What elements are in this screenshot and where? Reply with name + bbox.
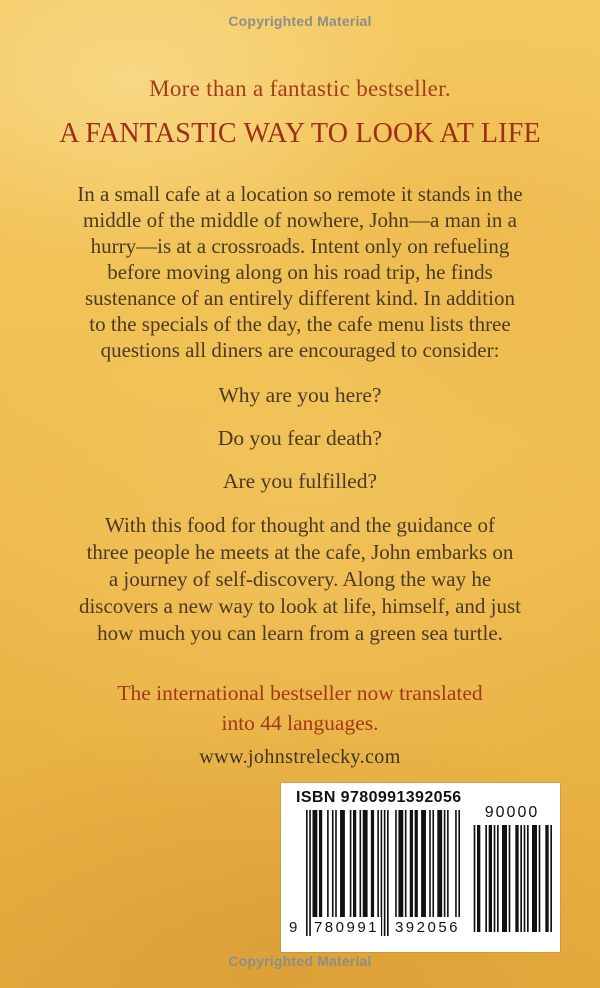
synopsis-line: middle of the middle of nowhere, John—a man in a <box>83 208 517 232</box>
isbn-barcode-panel <box>281 783 560 952</box>
isbn-number-label: ISBN 9780991392056 <box>296 789 462 806</box>
synopsis-line: discovers a new way to look at life, himself, and just <box>78 594 522 618</box>
menu-question-3: Are you fulfilled? <box>222 469 378 493</box>
book-title-heading: A FANTASTIC WAY TO LOOK AT LIFE <box>59 118 541 149</box>
synopsis-line: sustenance of an entirely different kind. In addition <box>85 286 515 310</box>
copyright-notice-bottom: Copyrighted Material <box>228 953 372 969</box>
bestseller-note-line-1: The international bestseller now translated <box>117 681 483 705</box>
synopsis-line: to the specials of the day, the cafe menu lists three <box>89 312 511 336</box>
synopsis-paragraph-2 <box>0 512 600 647</box>
ean5-bars <box>472 825 552 932</box>
synopsis-line: In a small cafe at a location so remote it stands in the <box>77 182 523 206</box>
menu-question-2: Do you fear death? <box>217 426 383 450</box>
menu-question-1: Why are you here? <box>218 383 382 407</box>
author-website-url: www.johnstrelecky.com <box>199 746 401 768</box>
synopsis-line: how much you can learn from a green sea turtle. <box>97 621 503 645</box>
ean13-digit-group-2: 392056 <box>394 919 461 936</box>
ean5-supplement-label: 90000 <box>484 804 540 821</box>
ean5-barcode <box>472 825 552 932</box>
ean13-barcode <box>289 810 461 936</box>
bestseller-note-line-2: into 44 languages. <box>221 711 379 735</box>
synopsis-line: a journey of self-discovery. Along the way he <box>108 567 492 591</box>
synopsis-paragraph-1 <box>0 181 600 363</box>
synopsis-line: three people he meets at the cafe, John embarks on <box>86 540 514 564</box>
synopsis-line: before moving along on his road trip, he finds <box>107 260 493 284</box>
ean13-digit-group-1: 780991 <box>313 919 380 936</box>
synopsis-line: hurry—is at a crossroads. Intent only on refueling <box>90 234 510 258</box>
ean13-lead-digit: 9 <box>289 919 298 936</box>
synopsis-line: With this food for thought and the guidance of <box>105 513 495 537</box>
copyright-notice-top: Copyrighted Material <box>228 13 372 29</box>
synopsis-line: questions all diners are encouraged to consider: <box>100 338 500 362</box>
tagline: More than a fantastic bestseller. <box>149 76 451 101</box>
